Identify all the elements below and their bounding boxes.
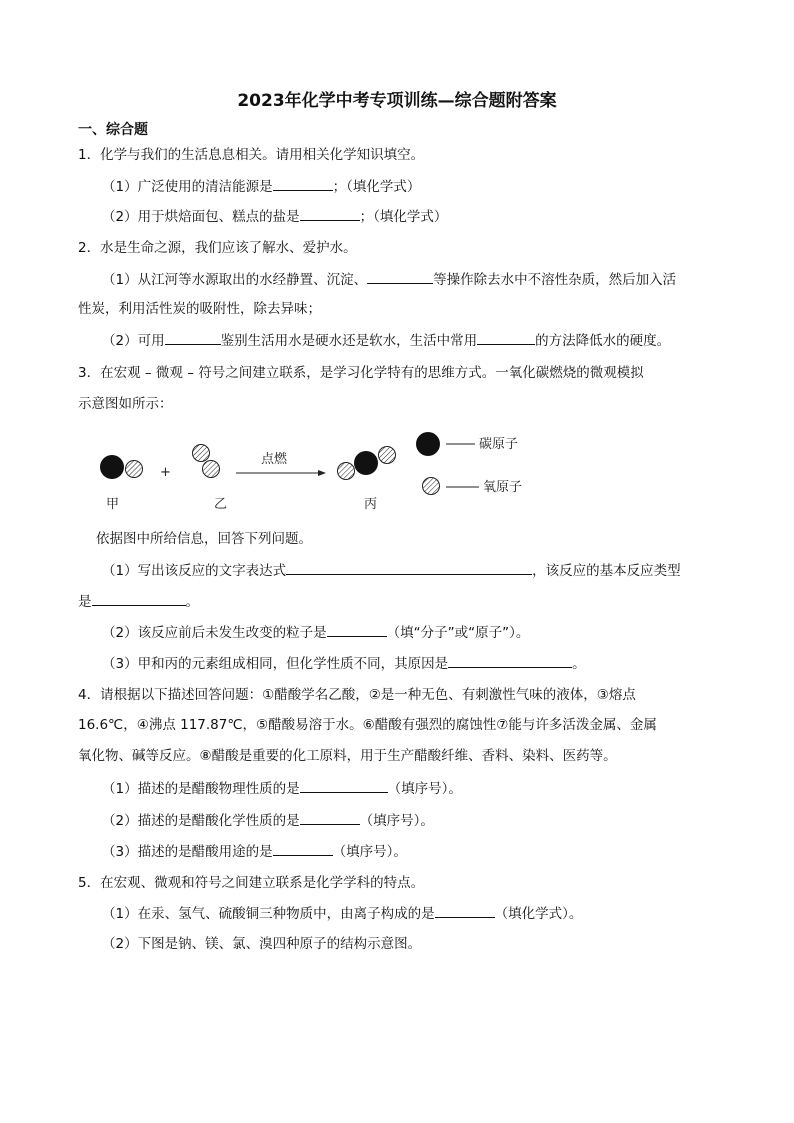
legend-carbon-label: 碳原子 — [479, 437, 519, 452]
q1-sub2 — [102, 207, 447, 226]
carbon-atom — [100, 455, 124, 479]
answer-blank[interactable] — [92, 592, 186, 606]
carbon-atom — [354, 451, 378, 475]
answer-blank[interactable] — [300, 779, 388, 793]
q3-intro: 依据图中所给信息，回答下列问题。 — [96, 531, 312, 547]
q3-sub1-tail: ，该反应的基本反应类型 — [532, 563, 681, 579]
legend-carbon-icon — [416, 432, 440, 456]
q5-sub2: （2）下图是钠、镁、氯、溴四种原子的结构示意图。 — [102, 936, 422, 952]
arrow-head — [318, 470, 326, 476]
oxygen-atom — [193, 445, 210, 462]
label-yi: 乙 — [214, 497, 228, 512]
answer-blank[interactable] — [367, 270, 433, 284]
q2-sub2 — [102, 331, 670, 350]
q3-sub2-text: （2）该反应前后未发生改变的粒子是 — [102, 625, 327, 641]
q3-stem-line2: 示意图如所示： — [78, 396, 173, 412]
q4-stem-line1: 4．请根据以下描述回答问题：①醋酸学名乙酸，②是一种无色、有刺激性气味的液体，③熔点 — [78, 687, 636, 703]
q2-sub2-mid: 鉴别生活用水是硬水还是软水，生活中常用 — [220, 333, 478, 349]
q4-stem-line3: 氧化物、碱等反应。⑧醋酸是重要的化工原料，用于生产醋酸纤维、香料、染料、医药等。 — [78, 748, 617, 764]
q4-sub1-tail: （填序号）。 — [387, 781, 462, 797]
answer-blank[interactable] — [435, 904, 495, 918]
q4-sub3 — [102, 842, 407, 861]
q2-sub2-text: （2）可用 — [102, 333, 165, 349]
q4-sub2-tail: （填序号）。 — [359, 813, 434, 829]
q2-sub1-tail: 等操作除去水中不溶性杂质，然后加入活 — [433, 272, 677, 288]
q4-sub3-tail: （填序号）。 — [332, 844, 407, 860]
q4-sub2-text: （2）描述的是醋酸化学性质的是 — [102, 813, 300, 829]
q5-sub1-text: （1）在汞、氢气、硫酸铜三种物质中，由离子构成的是 — [102, 906, 435, 922]
q2-sub2-tail: 的方法降低水的硬度。 — [535, 333, 671, 349]
section-heading: 一、综合题 — [78, 122, 148, 138]
q4-sub1-text: （1）描述的是醋酸物理性质的是 — [102, 781, 300, 797]
plus-sign: + — [160, 465, 171, 480]
q3-sub1-cont-text: 是 — [78, 594, 92, 610]
q4-sub2 — [102, 811, 434, 830]
molecule-jia — [100, 455, 143, 479]
oxygen-atom — [379, 447, 396, 464]
answer-blank[interactable] — [165, 331, 221, 345]
oxygen-atom — [203, 461, 220, 478]
answer-blank[interactable] — [300, 811, 360, 825]
answer-blank[interactable] — [448, 654, 572, 668]
arrow-label: 点燃 — [261, 452, 288, 467]
legend-oxygen-label: 氧原子 — [483, 480, 523, 495]
answer-blank[interactable] — [286, 561, 532, 575]
molecule-bing — [338, 447, 396, 480]
q5-sub1-tail: （填化学式）。 — [494, 906, 583, 922]
q2-sub1-cont: 性炭，利用活性炭的吸附性，除去异味； — [78, 301, 321, 317]
label-jia: 甲 — [106, 497, 120, 512]
label-bing: 丙 — [364, 497, 378, 512]
oxygen-atom — [338, 463, 355, 480]
q2-sub1-text: （1）从江河等水源取出的水经静置、沉淀、 — [102, 272, 368, 288]
q2-sub1 — [102, 270, 676, 289]
q4-sub3-text: （3）描述的是醋酸用途的是 — [102, 844, 273, 860]
q1-sub1-tail: ；（填化学式） — [332, 179, 421, 195]
q1-sub2-text: （2）用于烘焙面包、糕点的盐是 — [102, 209, 300, 225]
q3-stem-line1: 3．在宏观 – 微观 – 符号之间建立联系，是学习化学特有的思维方式。一氧化碳燃烧的微观模拟 — [78, 365, 644, 381]
q4-sub1 — [102, 779, 462, 798]
answer-blank[interactable] — [300, 207, 360, 221]
q3-sub1-text: （1）写出该反应的文字表达式 — [102, 563, 287, 579]
answer-blank[interactable] — [273, 842, 333, 856]
answer-blank[interactable] — [327, 623, 387, 637]
molecule-yi — [193, 445, 220, 478]
reaction-diagram — [90, 425, 560, 525]
q2-stem: 2．水是生命之源，我们应该了解水、爱护水。 — [78, 240, 357, 256]
answer-blank[interactable] — [477, 331, 535, 345]
q3-sub2 — [102, 623, 529, 642]
answer-blank[interactable] — [273, 177, 333, 191]
page-title: 2023年化学中考专项训练—综合题附答案 — [237, 91, 557, 111]
q3-sub1-end: 。 — [185, 594, 199, 610]
q1-sub1 — [102, 177, 420, 196]
q1-sub2-tail: ；（填化学式） — [359, 209, 448, 225]
q3-sub3-tail: 。 — [572, 656, 586, 672]
oxygen-atom — [126, 461, 143, 478]
q3-sub3-text: （3）甲和丙的元素组成相同，但化学性质不同，其原因是 — [102, 656, 449, 672]
q4-stem-line2: 16.6℃，④沸点 117.87℃，⑤醋酸易溶于水。⑥醋酸有强烈的腐蚀性⑦能与许多活泼金属、金属 — [78, 717, 657, 733]
q3-sub2-tail: （填“分子”或“原子”）。 — [386, 625, 530, 641]
q3-sub3 — [102, 654, 586, 673]
q5-stem: 5．在宏观、微观和符号之间建立联系是化学学科的特点。 — [78, 875, 425, 891]
q1-sub1-text: （1）广泛使用的清洁能源是 — [102, 179, 273, 195]
q3-sub1 — [102, 561, 681, 580]
q5-sub1 — [102, 904, 582, 923]
q3-sub1-cont — [78, 592, 199, 611]
legend-oxygen-icon — [423, 478, 440, 495]
q1-stem: 1．化学与我们的生活息息相关。请用相关化学知识填空。 — [78, 147, 425, 163]
